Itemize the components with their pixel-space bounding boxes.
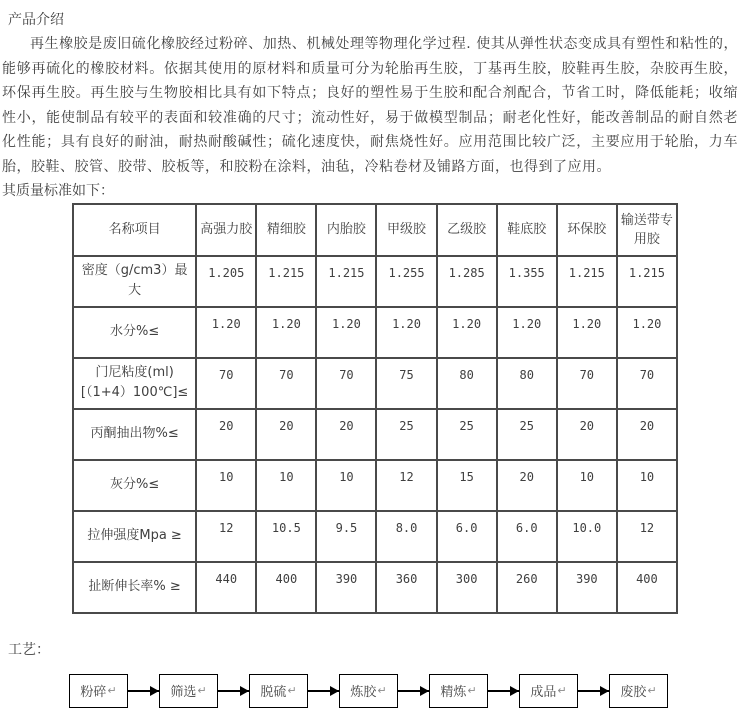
process-step xyxy=(519,674,578,708)
standards-label: 其质量标准如下： xyxy=(2,182,114,199)
process-step xyxy=(159,674,218,708)
table-row xyxy=(73,358,677,409)
process-step-label: 成品 xyxy=(530,685,557,701)
table-cell: 10.5 xyxy=(256,511,316,562)
table-cell: 20 xyxy=(497,460,557,511)
table-cell: 10 xyxy=(617,460,677,511)
process-step-label: 炼胶 xyxy=(350,685,377,701)
flow-arrow-icon xyxy=(218,690,249,692)
table-cell: 10 xyxy=(256,460,316,511)
table-cell: 20 xyxy=(557,409,617,460)
table-cell: 1.20 xyxy=(376,307,436,358)
table-cell: 1.355 xyxy=(497,256,557,307)
table-cell: 75 xyxy=(376,358,436,409)
table-cell: 25 xyxy=(376,409,436,460)
return-mark-icon: ↵ xyxy=(467,684,477,698)
table-cell: 360 xyxy=(376,562,436,613)
table-cell: 20 xyxy=(617,409,677,460)
table-cell: 12 xyxy=(376,460,436,511)
table-cell: 8.0 xyxy=(376,511,436,562)
table-cell: 1.20 xyxy=(196,307,256,358)
table-cell: 10 xyxy=(196,460,256,511)
row-label: 密度（g/cm3）最大 xyxy=(73,256,196,307)
table-cell: 1.20 xyxy=(437,307,497,358)
table-cell: 12 xyxy=(196,511,256,562)
process-step xyxy=(69,674,128,708)
process-step xyxy=(339,674,398,708)
table-cell: 400 xyxy=(256,562,316,613)
column-header: 高强力胶 xyxy=(196,204,256,256)
table-cell: 260 xyxy=(497,562,557,613)
table-cell: 80 xyxy=(497,358,557,409)
table-cell: 1.20 xyxy=(557,307,617,358)
process-step-label: 脱硫 xyxy=(260,685,287,701)
flow-arrow-icon xyxy=(128,690,159,692)
return-mark-icon: ↵ xyxy=(377,684,387,698)
table-row xyxy=(73,409,677,460)
column-header: 鞋底胶 xyxy=(497,204,557,256)
table-cell: 70 xyxy=(557,358,617,409)
process-label: 工艺： xyxy=(8,641,50,658)
table-row xyxy=(73,460,677,511)
quality-standards-table xyxy=(72,203,678,614)
table-cell: 1.20 xyxy=(497,307,557,358)
process-flow xyxy=(69,674,739,708)
row-label: 门尼粘度(ml)[（1+4）100℃]≤ xyxy=(73,358,196,409)
table-cell: 20 xyxy=(196,409,256,460)
return-mark-icon: ↵ xyxy=(287,684,297,698)
column-header: 精细胶 xyxy=(256,204,316,256)
table-cell: 70 xyxy=(196,358,256,409)
table-cell: 390 xyxy=(557,562,617,613)
table-cell: 6.0 xyxy=(437,511,497,562)
flow-arrow-icon xyxy=(398,690,429,692)
column-header: 内胎胶 xyxy=(316,204,376,256)
table-cell: 70 xyxy=(316,358,376,409)
table-cell: 440 xyxy=(196,562,256,613)
table-cell: 1.215 xyxy=(617,256,677,307)
table-cell: 80 xyxy=(437,358,497,409)
return-mark-icon: ↵ xyxy=(557,684,567,698)
column-header: 甲级胶 xyxy=(376,204,436,256)
process-step xyxy=(609,674,668,708)
intro-paragraph: 再生橡胶是废旧硫化橡胶经过粉碎、加热、机械处理等物理化学过程. 使其从弹性状态变成具有塑性和粘性的，能够再硫化的橡胶材料。依据其使用的原材料和质量可分为轮胎再生胶，丁基再生胶，胶鞋再生胶，杂胶再生胶，环保再生胶。再生胶与生物胶相比具有如下特点；良好的塑性易于生胶和配合剂配合，节省工时，降低能耗；收缩性小，能使制品有较平的表面和较准确的尺寸；流动性好，易于做模型制品；耐老化性好，能改善制品的耐自然老化性能；具有良好的耐油，耐热耐酸碱性；硫化速度快，耐焦烧性好。应用范围比较广泛，主要应用于轮胎，力车胎，胶鞋、胶管、胶带、胶板等，和胶粉在涂料，油毡，冷粘卷材及铺路方面，也得到了应用。 xyxy=(2,36,738,175)
return-mark-icon: ↵ xyxy=(107,684,117,698)
table-cell: 25 xyxy=(497,409,557,460)
table-cell: 1.20 xyxy=(256,307,316,358)
table-cell: 10 xyxy=(557,460,617,511)
page-title: 产品介绍 xyxy=(8,12,64,28)
table-header-row xyxy=(73,204,677,256)
table-cell: 1.20 xyxy=(316,307,376,358)
column-header: 输送带专用胶 xyxy=(617,204,677,256)
table-cell: 6.0 xyxy=(497,511,557,562)
table-cell: 400 xyxy=(617,562,677,613)
row-label: 丙酮抽出物%≤ xyxy=(73,409,196,460)
process-step-label: 精炼 xyxy=(440,685,467,701)
column-header: 名称项目 xyxy=(73,204,196,256)
table-cell: 25 xyxy=(437,409,497,460)
row-label: 灰分%≤ xyxy=(73,460,196,511)
table-row xyxy=(73,307,677,358)
flow-arrow-icon xyxy=(578,690,609,692)
table-cell: 1.285 xyxy=(437,256,497,307)
column-header: 环保胶 xyxy=(557,204,617,256)
table-cell: 1.215 xyxy=(256,256,316,307)
table-cell: 390 xyxy=(316,562,376,613)
table-cell: 10 xyxy=(316,460,376,511)
table-cell: 300 xyxy=(437,562,497,613)
table-row xyxy=(73,256,677,307)
flow-arrow-icon xyxy=(308,690,339,692)
table-row xyxy=(73,562,677,613)
process-step xyxy=(249,674,308,708)
table-cell: 20 xyxy=(256,409,316,460)
return-mark-icon: ↵ xyxy=(647,684,657,698)
table-cell: 1.215 xyxy=(316,256,376,307)
table-row xyxy=(73,511,677,562)
table-cell: 9.5 xyxy=(316,511,376,562)
table-cell: 1.20 xyxy=(617,307,677,358)
table-cell: 1.255 xyxy=(376,256,436,307)
table-cell: 10.0 xyxy=(557,511,617,562)
process-step-label: 粉碎 xyxy=(80,685,107,701)
column-header: 乙级胶 xyxy=(437,204,497,256)
table-cell: 12 xyxy=(617,511,677,562)
row-label: 扯断伸长率% ≥ xyxy=(73,562,196,613)
table-cell: 1.215 xyxy=(557,256,617,307)
process-step-label: 筛选 xyxy=(170,685,197,701)
row-label: 拉伸强度Mpa ≥ xyxy=(73,511,196,562)
table-cell: 70 xyxy=(256,358,316,409)
table-cell: 70 xyxy=(617,358,677,409)
table-cell: 1.205 xyxy=(196,256,256,307)
table-cell: 15 xyxy=(437,460,497,511)
process-step xyxy=(429,674,488,708)
process-step-label: 废胶 xyxy=(620,685,647,701)
flow-arrow-icon xyxy=(488,690,519,692)
table-cell: 20 xyxy=(316,409,376,460)
row-label: 水分%≤ xyxy=(73,307,196,358)
return-mark-icon: ↵ xyxy=(197,684,207,698)
